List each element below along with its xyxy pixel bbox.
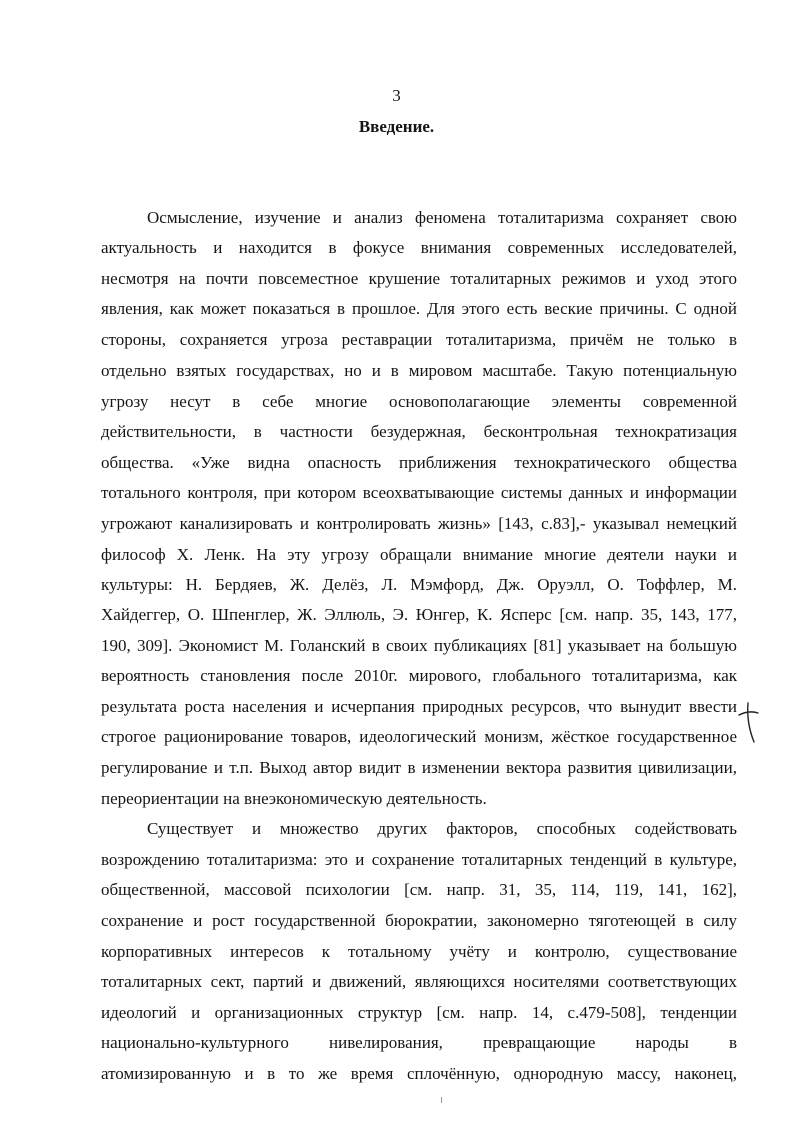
text-line: возрождению тоталитаризма: это и сохранение тоталитарных тенденций в культуре,	[101, 850, 737, 869]
text-line: явления, как может показаться в прошлое. Для этого есть веские причины. С одной	[101, 299, 737, 318]
scan-artifact	[441, 1097, 442, 1103]
text-line: сохранение и рост государственной бюрократии, закономерно тяготеющей в силу	[101, 911, 737, 930]
section-title: Введение.	[358, 117, 435, 136]
text-line: Существует и множество других факторов, способных содействовать	[147, 819, 737, 838]
text-line: несмотря на почти повсеместное крушение тоталитарных режимов и уход этого	[101, 269, 737, 288]
text-line: действительности, в частности безудержная, бесконтрольная технократизация	[101, 422, 737, 441]
text-line: Хайдеггер, О. Шпенглер, Ж. Эллюль, Э. Юнгер, К. Ясперс [см. напр. 35, 143, 177,	[101, 605, 737, 624]
page-number: 3	[392, 86, 401, 105]
text-line: корпоративных интересов к тотальному учёту и контролю, существование	[101, 942, 737, 961]
text-line: регулирование и т.п. Выход автор видит в изменении вектора развития цивилизации,	[101, 758, 737, 777]
text-line: результата роста населения и исчерпания природных ресурсов, что вынудит ввести	[101, 697, 737, 716]
text-line: национально-культурного нивелирования, превращающие народы в	[101, 1033, 737, 1052]
text-line: вероятность становления после 2010г. мирового, глобального тоталитаризма, как	[101, 666, 737, 685]
text-line: стороны, сохраняется угроза реставрации тоталитаризма, причём не только в	[101, 330, 737, 349]
text-line: строгое рационирование товаров, идеологический монизм, жёсткое государственное	[101, 727, 737, 746]
text-line: угрожают канализировать и контролировать жизнь» [143, с.83],- указывал немецкий	[101, 514, 737, 533]
text-line: атомизированную и в то же время сплочённую, однородную массу, наконец,	[101, 1064, 737, 1083]
text-line: Осмысление, изучение и анализ феномена тоталитаризма сохраняет свою	[147, 208, 737, 227]
text-line: тоталитарных сект, партий и движений, являющихся носителями соответствующих	[101, 972, 737, 991]
text-line: философ X. Ленк. На эту угрозу обращали внимание многие деятели науки и	[101, 545, 737, 564]
text-line: отдельно взятых государствах, но и в мировом масштабе. Такую потенциальную	[101, 361, 737, 380]
text-line: общества. «Уже видна опасность приближения технократического общества	[101, 453, 737, 472]
text-line: актуальность и находится в фокусе внимания современных исследователей,	[101, 238, 737, 257]
text-line: идеологий и организационных структур [см. напр. 14, с.479-508], тенденции	[101, 1003, 737, 1022]
text-line: угрозу несут в себе многие основополагающие элементы современной	[101, 392, 737, 411]
text-line: культуры: Н. Бердяев, Ж. Делёз, Л. Мэмфорд, Дж. Оруэлл, О. Тоффлер, М.	[101, 575, 737, 594]
text-line: переориентации на внеэкономическую деятельность.	[101, 789, 487, 808]
text-line: 190, 309]. Экономист М. Голанский в своих публикациях [81] указывает на большую	[101, 636, 737, 655]
handwritten-margin-mark	[736, 697, 762, 747]
text-line: тотального контроля, при котором всеохватывающие системы данных и информации	[101, 483, 737, 502]
text-line: общественной, массовой психологии [см. напр. 31, 35, 114, 119, 141, 162],	[101, 880, 737, 899]
